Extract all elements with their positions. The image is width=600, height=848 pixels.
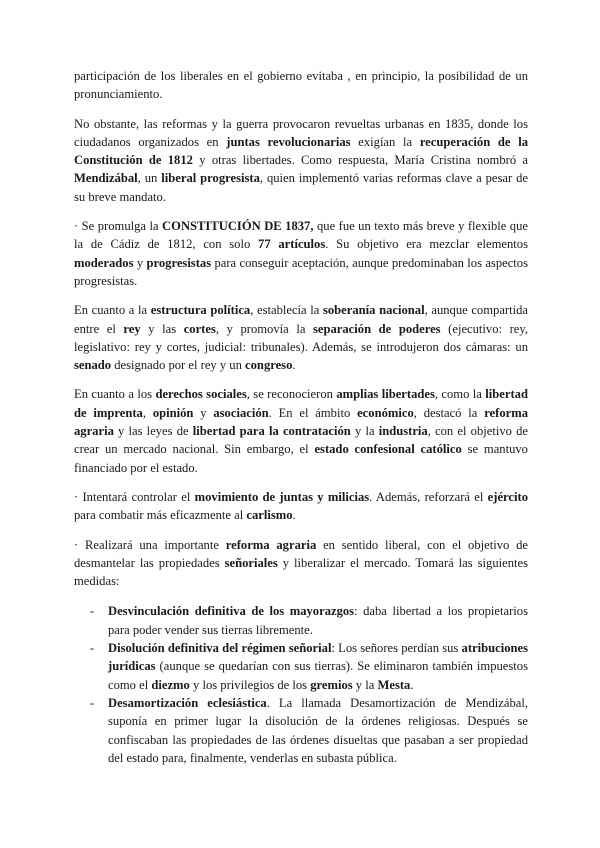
bold-term: 77 artículos [258, 237, 326, 252]
text: . Además, reforzará el [369, 489, 488, 504]
text: y otras libertades. Como respuesta, María Cristina nombró a [192, 153, 528, 168]
bold-term: progresistas [146, 255, 212, 270]
bold-term: CONSTITUCIÓN DE 1837, [162, 219, 314, 234]
bold-term: opinión [152, 405, 194, 420]
text: · Se promulga la [74, 219, 163, 234]
text: , destacó la [413, 405, 485, 420]
text: . [410, 677, 414, 692]
bold-term: rey [123, 321, 141, 336]
bold-term: libertad de imprenta [74, 387, 528, 420]
text: : Los señores perdían sus [331, 641, 462, 656]
text: que fue un texto más breve y flexible que la de Cádiz de 1812, con solo [74, 219, 528, 252]
text: y los privilegios de los [189, 677, 311, 692]
bold-term: señoriales [224, 555, 278, 570]
bold-term: gremios [310, 677, 353, 692]
text: designado por el rey y un [111, 358, 246, 373]
bold-term: senado [74, 358, 112, 373]
text: (aunque se quedarían con sus tierras). Se eliminaron también impuestos como el [108, 659, 528, 692]
bold-term: liberal progresista [161, 171, 260, 186]
bold-term: amplias libertades [336, 387, 435, 402]
bold-term: Desvinculación definitiva de los mayorazgos [108, 604, 355, 619]
dash-bullet: - [90, 695, 95, 710]
bold-term: cortes [183, 321, 216, 336]
list-item [74, 602, 528, 639]
text: , aunque compartida entre el [74, 303, 528, 336]
bold-term: soberanía nacional [322, 303, 425, 318]
text: : daba libertad a los propietarios para poder vender sus tierras libremente. [108, 604, 528, 637]
text: . Su objetivo era mezclar elementos [325, 237, 528, 252]
text: participación de los liberales en el gobierno evitaba , en principio, la posibilidad de un pronunciamiento. [74, 69, 528, 102]
paragraph-reforma-agraria [74, 536, 528, 591]
bold-term: recuperación de la Constitución de 1812 [74, 134, 529, 168]
list-item [74, 694, 528, 767]
bold-term: Disolución definitiva del régimen señorial [108, 641, 332, 656]
medidas-list [74, 602, 528, 767]
paragraph-revueltas [74, 115, 528, 206]
bold-term: atribuciones jurídicas [108, 641, 529, 674]
dash-bullet: - [90, 641, 95, 656]
text: . En el ámbito [268, 405, 358, 420]
bold-term: carlismo [246, 508, 293, 523]
text: . [292, 508, 296, 523]
bold-term: Mendizábal [74, 171, 138, 186]
bold-term: moderados [74, 255, 134, 270]
bold-term: industria [378, 424, 428, 439]
text: y las leyes de [113, 424, 193, 439]
text: En cuanto a la [74, 303, 151, 318]
bold-term: libertad para la contratación [192, 424, 351, 439]
paragraph-estructura-politica [74, 301, 528, 374]
text: y [193, 405, 214, 420]
text: para conseguir aceptación, aunque predominaban los aspectos progresistas. [74, 255, 529, 288]
text: en sentido liberal, con el objetivo de desmantelar las propiedades [74, 537, 528, 570]
text: En cuanto a los [74, 387, 156, 402]
text: , establecía la [250, 303, 323, 318]
text: No obstante, las reformas y la guerra provocaron revueltas urbanas en 1835, donde los ciudadanos organizados en [74, 116, 528, 149]
text: · Realizará una importante [74, 537, 226, 552]
bold-term: congreso [245, 358, 293, 373]
text: , quien implementó varias reformas clave a pesar de su breve mandato. [74, 171, 528, 204]
bold-term: estructura política [150, 303, 251, 318]
text: , un [137, 171, 162, 186]
bold-term: movimiento de juntas y milicias [194, 489, 370, 504]
document-body [74, 67, 528, 767]
text: , y promovía la [215, 321, 313, 336]
text: , [142, 405, 153, 420]
bold-term: separación de poderes [313, 321, 441, 336]
text: , como la [434, 387, 486, 402]
bold-term: diezmo [151, 677, 190, 692]
text: y la [352, 677, 378, 692]
paragraph-intro-continuation [74, 67, 528, 104]
text: , se reconocieron [246, 387, 337, 402]
bold-term: reforma agraria [225, 537, 317, 552]
text: , con el objetivo de crear un mercado nacional. Sin embargo, el [74, 424, 528, 457]
text: para combatir más eficazmente al [74, 508, 247, 523]
list-item [74, 639, 528, 694]
dash-bullet: - [90, 604, 95, 619]
text: . La llamada Desamortización de Mendizábal, suponía en primer lugar la disolución de la órdenes religiosas. Después se confiscaban las propiedades de las órdenes disueltas que pasaban a ser propiedad del estado para, finalmente, venderlas en subasta pública. [108, 695, 528, 765]
bold-term: reforma agraria [74, 405, 529, 439]
paragraph-juntas-milicias [74, 488, 528, 525]
text: se mantuvo financiado por el estado. [74, 442, 528, 475]
bold-term: estado confesional católico [314, 442, 462, 457]
paragraph-derechos-sociales [74, 385, 528, 476]
paragraph-constitucion-1837 [74, 217, 528, 290]
text: y [133, 255, 147, 270]
bold-term: Desamortización eclesiástica [108, 695, 267, 710]
bold-term: derechos sociales [155, 387, 247, 402]
bold-term: ejército [487, 489, 528, 504]
text: · Intentará controlar el [74, 489, 195, 504]
text: y la [350, 424, 379, 439]
text: exigían la [350, 134, 420, 149]
bold-term: Mesta [377, 677, 411, 692]
bold-term: juntas revolucionarias [226, 134, 351, 149]
bold-term: asociación [213, 405, 269, 420]
text: (ejecutivo: rey, legislativo: rey y cortes, judicial: tribunales). Además, se introdujeron dos cámaras: un [74, 321, 528, 354]
bold-term: económico [357, 405, 414, 420]
text: . [292, 358, 296, 373]
text: y liberalizar el mercado. Tomará las siguientes medidas: [74, 555, 529, 589]
text: y las [140, 321, 184, 336]
